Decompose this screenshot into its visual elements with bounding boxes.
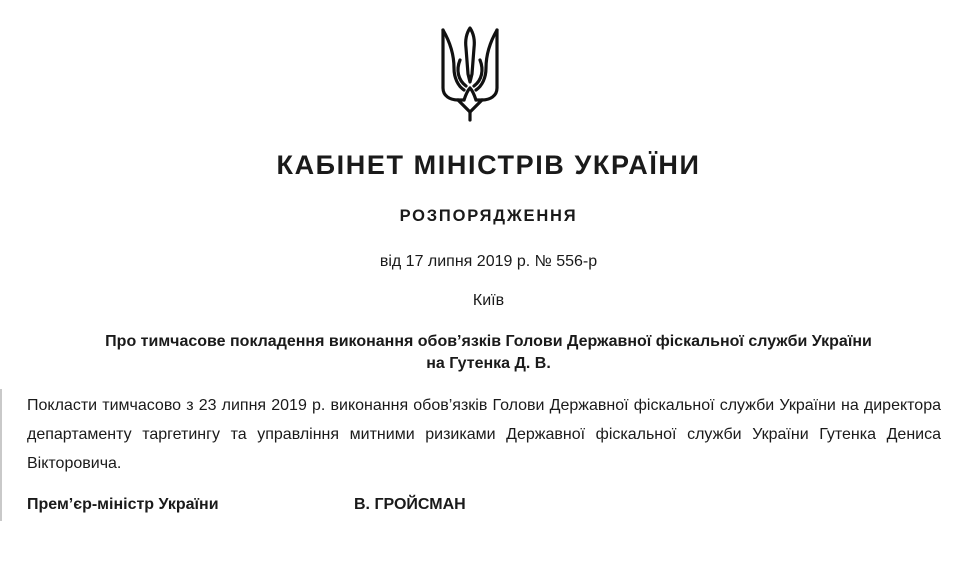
document-type: РОЗПОРЯДЖЕННЯ bbox=[399, 207, 578, 225]
signatory-name: В. ГРОЙСМАН bbox=[354, 496, 466, 513]
city: Київ bbox=[472, 292, 505, 309]
order-paragraph: Покласти тимчасово з 23 липня 2019 р. виконання обов’язків Голови Державної фіскальної служби України на директора департаменту таргетингу та управління митними ризиками Державної фіскальної служби України Гутенка Дениса Вікторовича. bbox=[27, 397, 941, 472]
trident-coat-of-arms-icon bbox=[438, 24, 502, 124]
signatory-position: Прем’єр-міністр України bbox=[27, 496, 219, 513]
date-number: від 17 липня 2019 р. № 556-р bbox=[379, 253, 598, 270]
left-margin-rule bbox=[0, 389, 2, 521]
subject-line-2: на Гутенка Д. В. bbox=[426, 355, 551, 372]
institution-title: КАБІНЕТ МІНІСТРІВ УКРАЇНИ bbox=[276, 150, 701, 180]
subject-line-1: Про тимчасове покладення виконання обов’язків Голови Державної фіскальної служби України bbox=[105, 333, 872, 350]
document-subject bbox=[0, 331, 977, 375]
